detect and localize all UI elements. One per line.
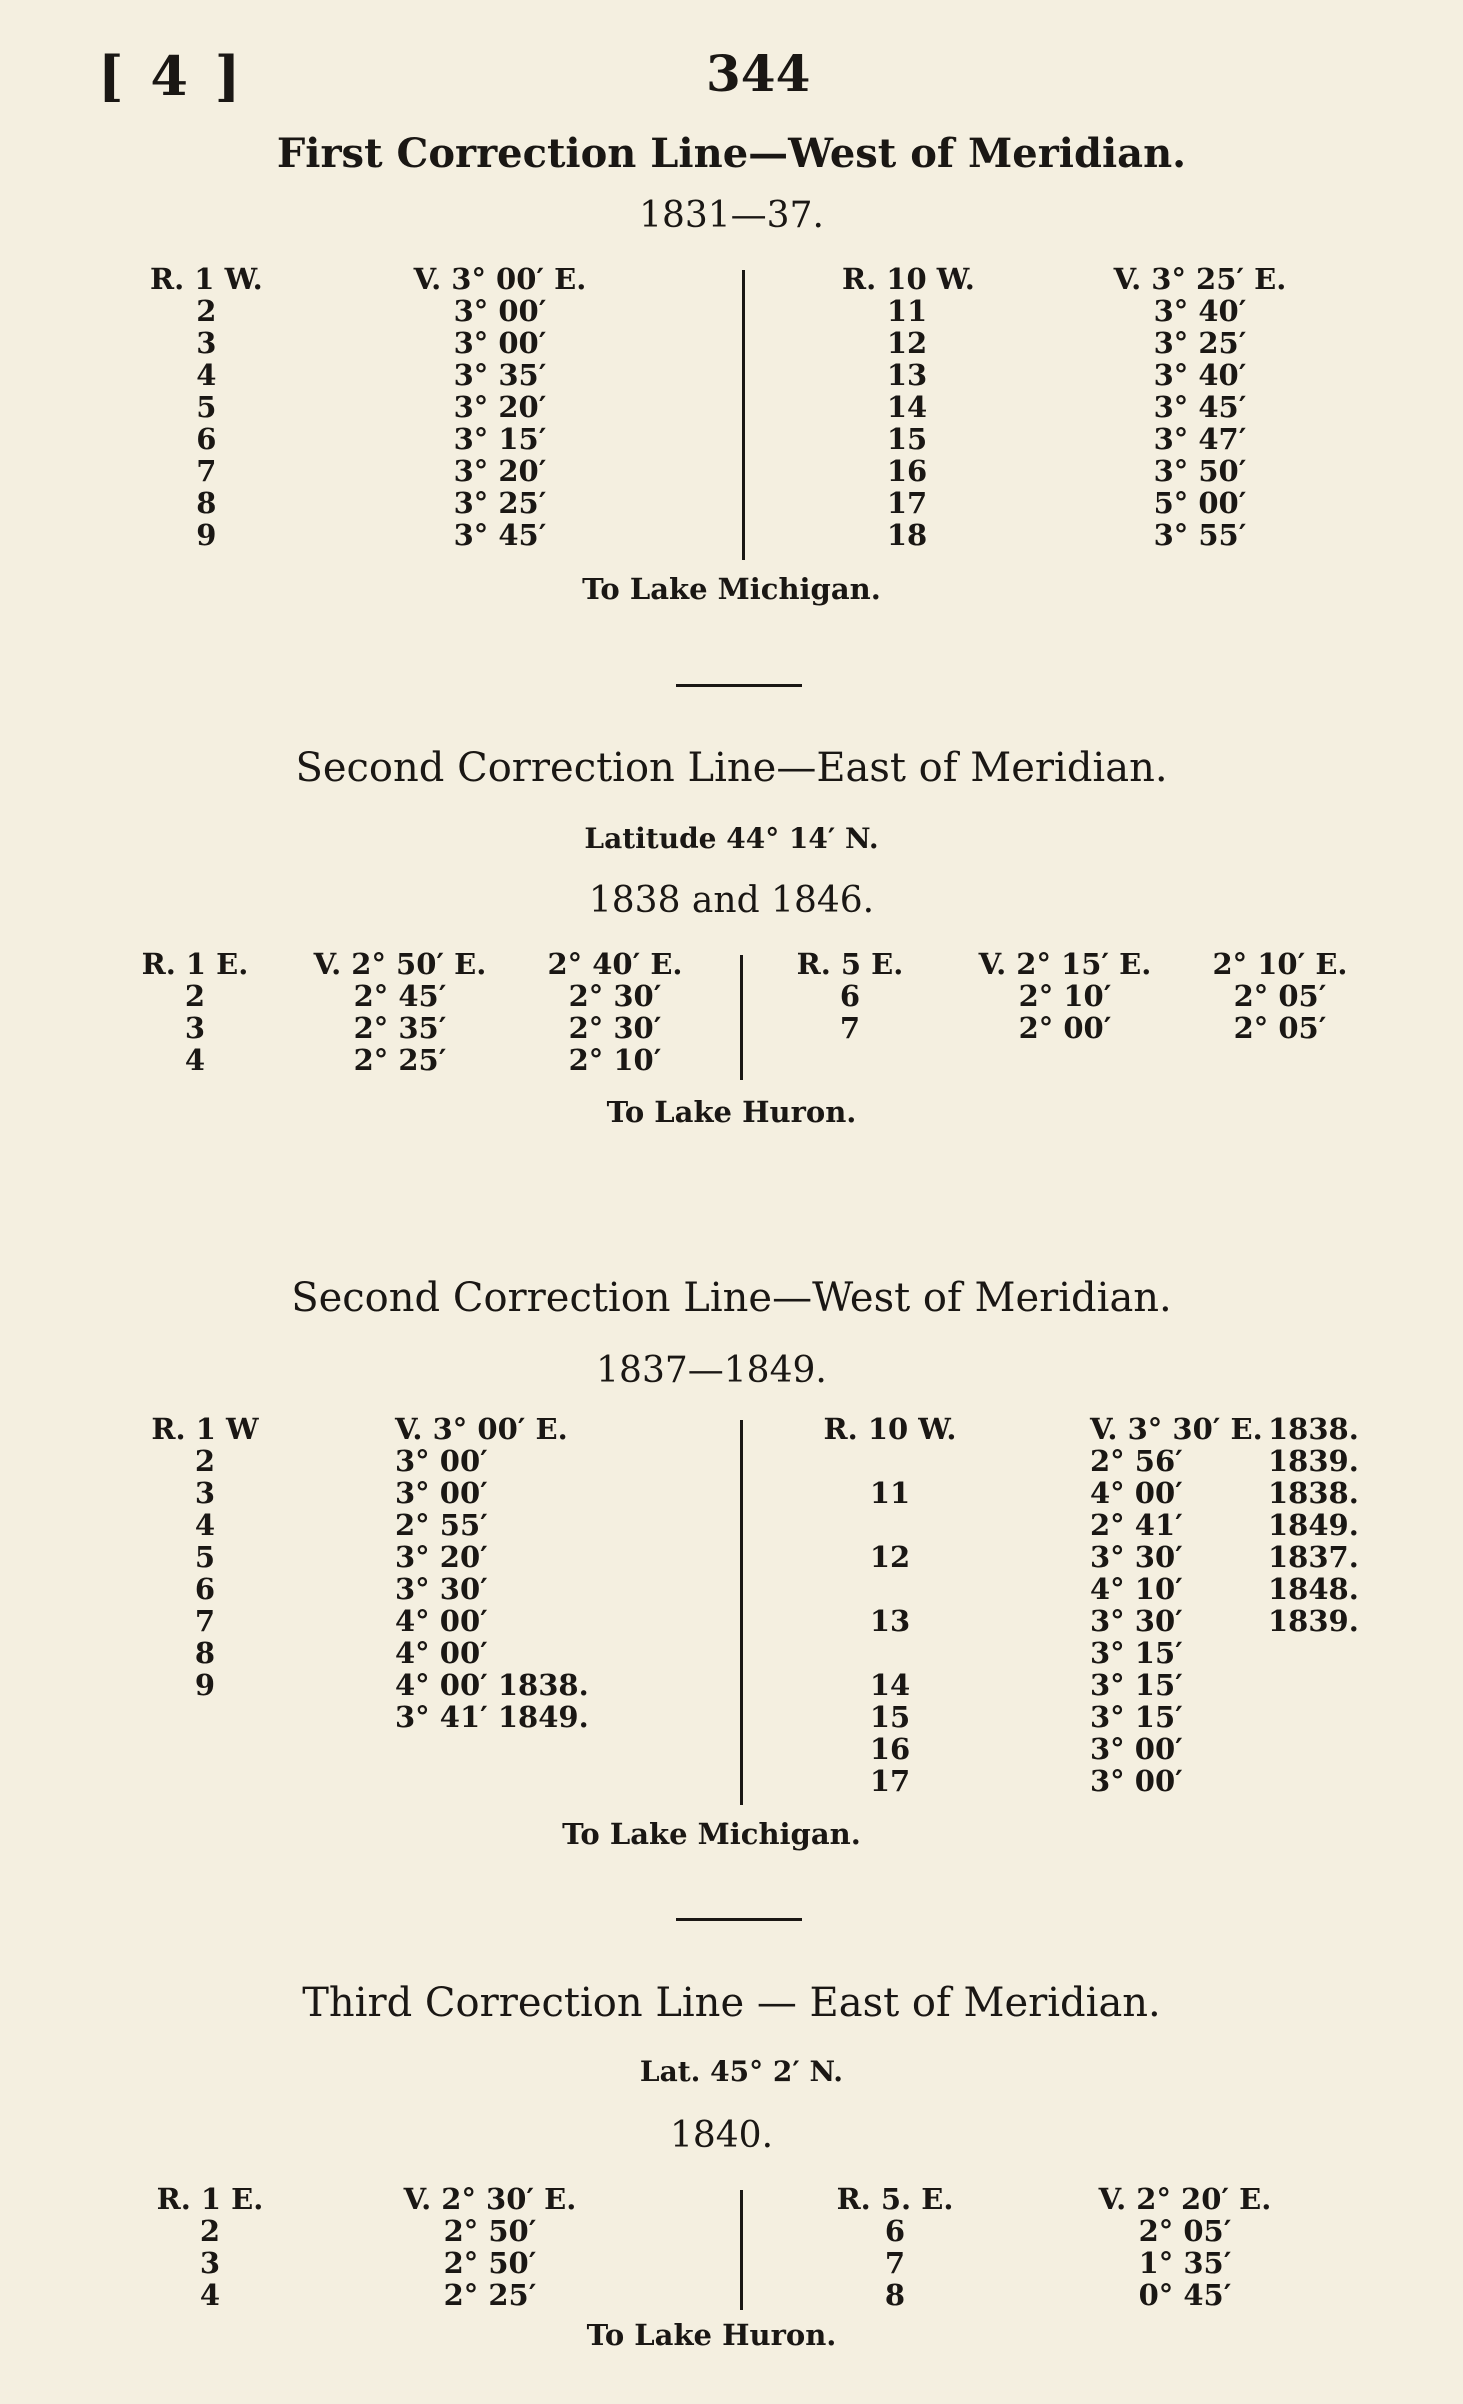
section1-right-ranges-cell: 18 xyxy=(886,518,928,552)
page-number: 344 xyxy=(706,44,811,103)
section4-left-values-cell: 2° 25′ xyxy=(443,2278,537,2312)
section4-right-ranges-cell: R. 5. E. xyxy=(836,2182,954,2216)
section2-left-values-b xyxy=(535,948,695,1076)
section4-left-values-cell: V. 2° 30′ E. xyxy=(403,2182,577,2216)
section3-right-years-cell: 1838. xyxy=(1268,1412,1359,1446)
section3-left-values-cell: 4° 00′ xyxy=(395,1636,488,1670)
section1-right-values xyxy=(1100,263,1300,551)
section1-right-ranges-cell: R. 10 W. xyxy=(842,262,975,296)
page-bracket-number: [ 4 ] xyxy=(98,44,245,108)
section1-left-values-cell: 3° 00′ xyxy=(453,326,547,360)
section3-right-ranges-cell: 12 xyxy=(869,1540,911,1574)
section4-left-values xyxy=(390,2183,590,2311)
section2-right-values-a-cell: 2° 00′ xyxy=(1018,1011,1112,1045)
section3-right-values-cell: 3° 15′ xyxy=(1090,1700,1183,1734)
section3-left-values-cell: 3° 00′ xyxy=(395,1444,488,1478)
section2-right-values-b xyxy=(1205,948,1355,1044)
section1-right-ranges-cell: 14 xyxy=(886,390,928,424)
section3-right-ranges-cell xyxy=(815,1573,965,1605)
section3-left-values-cell: 3° 00′ xyxy=(395,1476,488,1510)
section2-left-ranges-cell: 2 xyxy=(184,979,206,1013)
section1-left-values-cell: 3° 00′ xyxy=(453,294,547,328)
section1-right-values-cell: 3° 50′ xyxy=(1153,454,1247,488)
section1-right-values-cell: 3° 45′ xyxy=(1153,390,1247,424)
section3-rule xyxy=(676,1918,802,1921)
section3-right-ranges-cell xyxy=(815,1445,965,1477)
section3-right-values-cell: 2° 41′ xyxy=(1090,1508,1183,1542)
section3-title: Second Correction Line—West of Meridian. xyxy=(291,1275,1172,1321)
section2-right-values-b-cell: 2° 05′ xyxy=(1233,1011,1327,1045)
section4-left-ranges-cell: R. 1 E. xyxy=(156,2182,264,2216)
section2-right-values-a-cell: V. 2° 15′ E. xyxy=(978,947,1152,981)
section1-left-values xyxy=(400,263,600,551)
section3-right-values-cell: 4° 10′ xyxy=(1090,1572,1183,1606)
section1-right-ranges-cell: 15 xyxy=(886,422,928,456)
section4-right-ranges-cell: 6 xyxy=(884,2214,906,2248)
section3-left-values xyxy=(395,1413,635,1733)
section2-left-values-a-cell: 2° 45′ xyxy=(353,979,447,1013)
section3-left-values-cell: 4° 00′ 1838. xyxy=(395,1668,589,1702)
section4-left-values-cell: 2° 50′ xyxy=(443,2246,537,2280)
section2-left-values-a xyxy=(305,948,495,1076)
section3-left-values-cell: 3° 20′ xyxy=(395,1540,488,1574)
section1-title: First Correction Line—West of Meridian. xyxy=(276,130,1187,177)
section3-years: 1837—1849. xyxy=(596,1350,827,1391)
section2-left-ranges-cell: 4 xyxy=(184,1043,206,1077)
section1-right-values-cell: 3° 40′ xyxy=(1153,358,1247,392)
section1-years: 1831—37. xyxy=(639,195,824,236)
section3-right-years-cell: 1849. xyxy=(1268,1508,1359,1542)
section3-left-values-cell: 3° 41′ 1849. xyxy=(395,1700,589,1734)
section3-right-ranges-cell: 14 xyxy=(869,1668,911,1702)
section3-right-values-cell: V. 3° 30′ E. xyxy=(1090,1412,1263,1446)
section2-left-values-a-cell: 2° 35′ xyxy=(353,1011,447,1045)
section2-right-values-b-cell: 2° 05′ xyxy=(1233,979,1327,1013)
section4-right-values xyxy=(1085,2183,1285,2311)
section2-left-ranges-cell: 3 xyxy=(184,1011,206,1045)
section1-left-ranges-cell: 2 xyxy=(196,294,217,328)
section1-right-values-cell: 3° 55′ xyxy=(1153,518,1247,552)
section4-left-values-cell: 2° 50′ xyxy=(443,2214,537,2248)
section3-left-values-cell: 3° 30′ xyxy=(395,1572,488,1606)
section4-right-ranges-cell: 7 xyxy=(884,2246,906,2280)
section3-right-years-cell: 1848. xyxy=(1268,1572,1359,1606)
section4-right-values-cell: 1° 35′ xyxy=(1138,2246,1232,2280)
section1-left-ranges-cell: 3 xyxy=(196,326,217,360)
section1-left-values-cell: 3° 35′ xyxy=(453,358,547,392)
section4-right-values-cell: 0° 45′ xyxy=(1138,2278,1232,2312)
section1-right-ranges-cell: 12 xyxy=(886,326,928,360)
section2-left-values-b-cell: 2° 40′ E. xyxy=(547,947,683,981)
section1-left-ranges-cell: 5 xyxy=(196,390,217,424)
section3-left-ranges-cell: 4 xyxy=(194,1508,216,1542)
section2-right-ranges xyxy=(790,948,910,1044)
section4-years: 1840. xyxy=(669,2115,774,2156)
section1-left-ranges-cell: R. 1 W. xyxy=(150,262,263,296)
section3-left-values-cell: V. 3° 00′ E. xyxy=(395,1412,568,1446)
section3-left-ranges-cell: R. 1 W xyxy=(151,1412,259,1446)
section1-right-ranges xyxy=(842,262,975,552)
section4-left-ranges-cell: 2 xyxy=(199,2214,221,2248)
section1-right-values-cell: 3° 47′ xyxy=(1153,422,1247,456)
section3-right-ranges-cell: 16 xyxy=(869,1732,911,1766)
section3-right-years-cell: 1839. xyxy=(1268,1444,1359,1478)
section3-left-ranges-cell: 9 xyxy=(194,1668,216,1702)
section2-divider xyxy=(740,955,743,1080)
section3-right-ranges-cell: R. 10 W. xyxy=(823,1412,957,1446)
section3-left-ranges xyxy=(145,1413,265,1701)
section1-left-ranges xyxy=(150,263,263,551)
section2-right-ranges-cell: 7 xyxy=(839,1011,861,1045)
section2-right-ranges-cell: R. 5 E. xyxy=(796,947,904,981)
section1-left-ranges-cell: 9 xyxy=(196,518,217,552)
section2-left-values-b-cell: 2° 30′ xyxy=(568,1011,662,1045)
section3-left-ranges-cell: 7 xyxy=(194,1604,216,1638)
section3-right-ranges xyxy=(815,1413,965,1797)
section3-left-values-cell: 4° 00′ xyxy=(395,1604,488,1638)
section2-right-values-b-cell: 2° 10′ E. xyxy=(1212,947,1348,981)
section3-right-ranges-cell xyxy=(815,1509,965,1541)
section2-right-values-a xyxy=(965,948,1165,1044)
section3-left-ranges-cell: 5 xyxy=(194,1540,216,1574)
section2-left-values-a-cell: V. 2° 50′ E. xyxy=(313,947,487,981)
section3-left-values-cell: 2° 55′ xyxy=(395,1508,488,1542)
section2-footer: To Lake Huron. xyxy=(606,1095,857,1129)
section3-left-ranges-cell: 2 xyxy=(194,1444,216,1478)
section4-right-values-cell: V. 2° 20′ E. xyxy=(1098,2182,1272,2216)
section3-right-values-cell: 3° 15′ xyxy=(1090,1668,1183,1702)
section1-left-values-cell: 3° 25′ xyxy=(453,486,547,520)
section3-right-years-cell: 1837. xyxy=(1268,1540,1359,1574)
section3-right-ranges-cell xyxy=(815,1637,965,1669)
section4-left-ranges-cell: 4 xyxy=(199,2278,221,2312)
section3-right-values-cell: 3° 30′ xyxy=(1090,1540,1183,1574)
section1-left-values-cell: 3° 15′ xyxy=(453,422,547,456)
section1-right-values-cell: 3° 25′ xyxy=(1153,326,1247,360)
section1-right-values-cell: V. 3° 25′ E. xyxy=(1113,262,1287,296)
section2-left-ranges xyxy=(130,948,260,1076)
section1-left-values-cell: V. 3° 00′ E. xyxy=(413,262,587,296)
section2-right-ranges-cell: 6 xyxy=(839,979,861,1013)
section3-right-values xyxy=(1090,1412,1263,1798)
section2-years: 1838 and 1846. xyxy=(588,880,875,921)
section2-left-ranges-cell: R. 1 E. xyxy=(141,947,249,981)
section4-footer: To Lake Huron. xyxy=(586,2318,837,2352)
section1-left-values-cell: 3° 45′ xyxy=(453,518,547,552)
section1-left-values-cell: 3° 20′ xyxy=(453,390,547,424)
section2-right-values-a-cell: 2° 10′ xyxy=(1018,979,1112,1013)
section2-left-values-a-cell: 2° 25′ xyxy=(353,1043,447,1077)
section3-left-ranges-cell: 6 xyxy=(194,1572,216,1606)
section3-right-years-cell: 1839. xyxy=(1268,1604,1359,1638)
section3-right-ranges-cell: 13 xyxy=(869,1604,911,1638)
section1-left-ranges-cell: 4 xyxy=(196,358,217,392)
section4-right-values-cell: 2° 05′ xyxy=(1138,2214,1232,2248)
section3-right-values-cell: 3° 00′ xyxy=(1090,1732,1183,1766)
section1-right-ranges-cell: 16 xyxy=(886,454,928,488)
section1-divider xyxy=(742,270,745,560)
section3-footer: To Lake Michigan. xyxy=(562,1817,861,1851)
section3-right-ranges-cell: 17 xyxy=(869,1764,911,1798)
section1-rule xyxy=(676,684,802,687)
section2-title: Second Correction Line—East of Meridian. xyxy=(295,745,1168,791)
section3-right-ranges-cell: 15 xyxy=(869,1700,911,1734)
section3-right-values-cell: 4° 00′ xyxy=(1090,1476,1183,1510)
section1-right-ranges-cell: 13 xyxy=(886,358,928,392)
section3-right-values-cell: 3° 00′ xyxy=(1090,1764,1183,1798)
section3-right-values-cell: 2° 56′ xyxy=(1090,1444,1183,1478)
section1-left-values-cell: 3° 20′ xyxy=(453,454,547,488)
section1-footer: To Lake Michigan. xyxy=(582,572,881,606)
section1-right-ranges-cell: 17 xyxy=(886,486,928,520)
section1-right-values-cell: 3° 40′ xyxy=(1153,294,1247,328)
section3-left-ranges-cell: 8 xyxy=(194,1636,216,1670)
section1-right-values-cell: 5° 00′ xyxy=(1153,486,1247,520)
section4-divider xyxy=(740,2190,743,2310)
section1-left-ranges-cell: 6 xyxy=(196,422,217,456)
section4-title: Third Correction Line — East of Meridian. xyxy=(302,1980,1161,2026)
section3-right-values-cell: 3° 15′ xyxy=(1090,1636,1183,1670)
section3-left-ranges-cell: 3 xyxy=(194,1476,216,1510)
section4-right-ranges-cell: 8 xyxy=(884,2278,906,2312)
section1-left-ranges-cell: 8 xyxy=(196,486,217,520)
section2-latitude: Latitude 44° 14′ N. xyxy=(584,822,879,855)
section1-right-ranges-cell: 11 xyxy=(886,294,928,328)
section3-right-ranges-cell: 11 xyxy=(869,1476,911,1510)
section4-left-ranges-cell: 3 xyxy=(199,2246,221,2280)
section3-right-years xyxy=(1268,1413,1358,1637)
section3-right-values-cell: 3° 30′ xyxy=(1090,1604,1183,1638)
section1-left-ranges-cell: 7 xyxy=(196,454,217,488)
section2-left-values-b-cell: 2° 30′ xyxy=(568,979,662,1013)
section4-left-ranges xyxy=(150,2183,270,2311)
section4-right-ranges xyxy=(830,2183,960,2311)
section3-right-years-cell: 1838. xyxy=(1268,1476,1359,1510)
section2-left-values-b-cell: 2° 10′ xyxy=(568,1043,662,1077)
section4-latitude: Lat. 45° 2′ N. xyxy=(639,2055,844,2088)
section3-divider xyxy=(740,1420,743,1805)
